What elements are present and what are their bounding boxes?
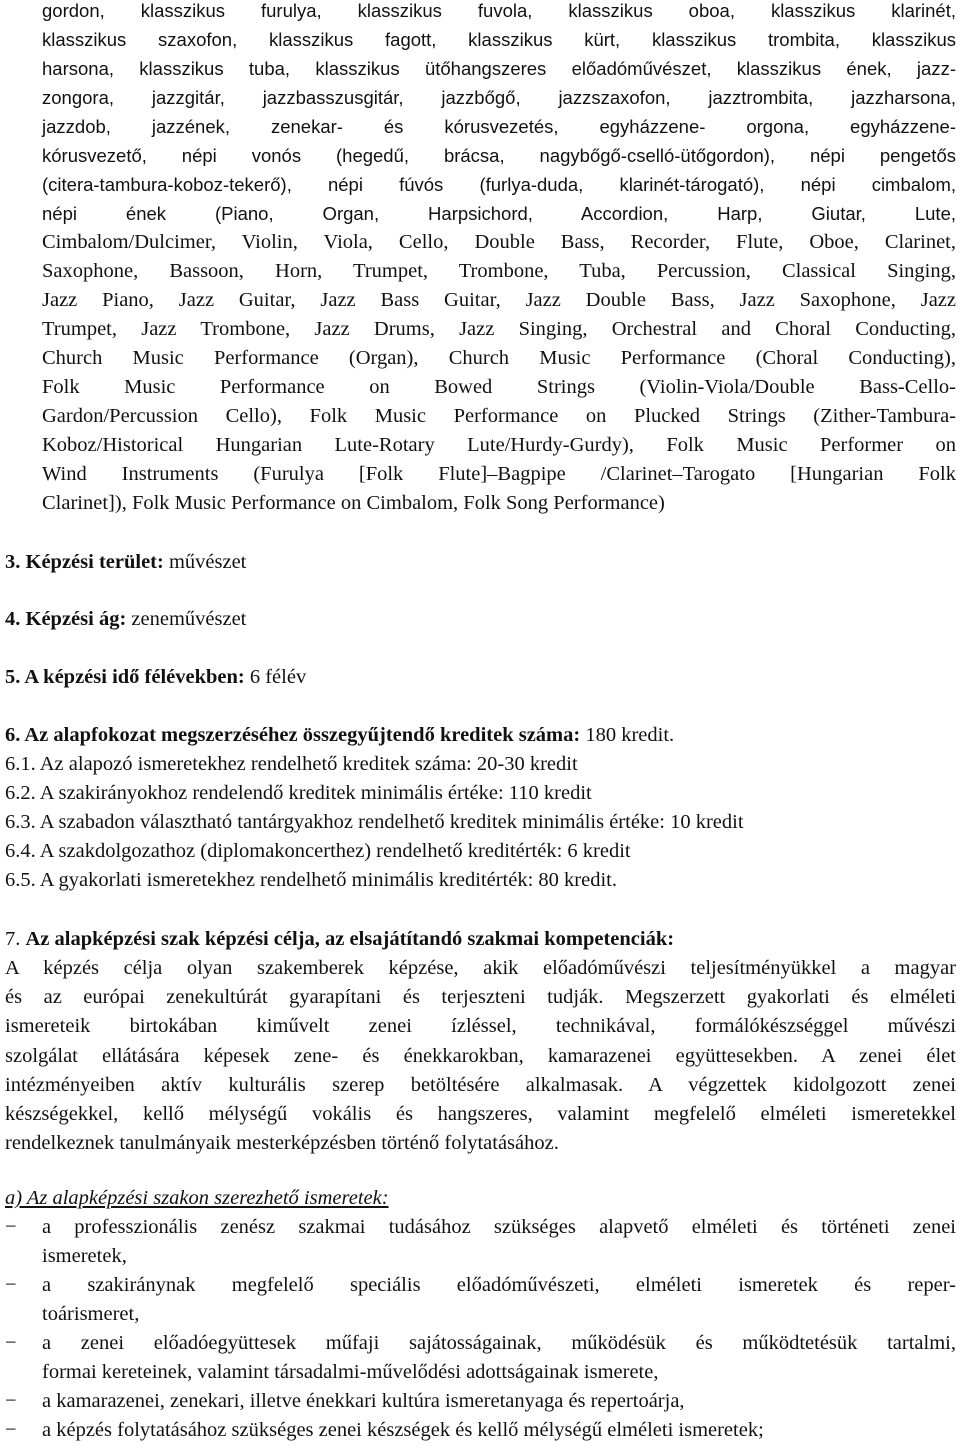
text-line: Wind Instruments (Furulya [Folk Flute]–Bagpipe /Clarinet–Tarogato [Hungarian Folk: [42, 463, 956, 485]
section-5: [5, 663, 306, 691]
bullet-text: a professzionális zenész szakmai tudásához szükséges alapvető elméleti és történeti zenei: [42, 1216, 956, 1238]
text-line: népi ének (Piano, Organ, Harpsichord, Accordion, Harp, Giutar, Lute,: [42, 203, 956, 224]
section-value: zeneművészet: [126, 608, 247, 630]
text-line: Saxophone, Bassoon, Horn, Trumpet, Trombone, Tuba, Percussion, Classical Singing,: [42, 260, 956, 282]
text-line: (citera-tambura-koboz-tekerő), népi fúvós (furlya-duda, klarinét-tárogató), népi cimbalom,: [42, 174, 956, 195]
hungarian-specializations-block: [42, 0, 956, 228]
section-label: 6. Az alapfokozat megszerzéséhez összegyűjtendő kreditek száma:: [5, 724, 581, 746]
text-line: Koboz/Historical Hungarian Lute-Rotary Lute/Hurdy-Gurdy), Folk Music Performer on: [42, 434, 956, 456]
bullet-text: formai kereteinek, valamint társadalmi-művelődési adottságainak ismerete,: [42, 1361, 659, 1383]
section-label: 3. Képzési terület:: [5, 551, 164, 573]
text-line: Folk Music Performance on Bowed Strings (Violin-Viola/Double Bass-Cello-: [42, 376, 956, 398]
bullet-item: [5, 1213, 956, 1271]
text-line: intézményeiben aktív kulturális szerep betöltésére alkalmasak. A végzettek kidolgozott zenei: [5, 1073, 956, 1096]
subheading-knowledge: a) Az alapképzési szakon szerezhető ismeretek:: [5, 1187, 389, 1209]
section-value: művészet: [163, 551, 247, 573]
bullet-item: [5, 1416, 956, 1445]
section-label: 5. A képzési idő félévekben:: [5, 666, 245, 688]
text-line: Trumpet, Jazz Trombone, Jazz Drums, Jazz Singing, Orchestral and Choral Conducting,: [42, 318, 956, 340]
section-7-heading: [5, 925, 956, 954]
bullet-text: a kamarazenei, zenekari, illetve énekkari kultúra ismeretanyaga és repertoárja,: [42, 1390, 685, 1412]
text-line: szolgálat ellátására képesek zene- és énekkarokban, kamarazenei együttesekben. A zenei élet: [5, 1044, 956, 1067]
bullet-item: [5, 1271, 956, 1329]
dash-bullet-icon: −: [5, 1332, 17, 1354]
bullet-text: a képzés folytatásához szükséges zenei készségek és kellő mélységű elméleti ismeretek;: [42, 1419, 764, 1441]
text-line: Cimbalom/Dulcimer, Violin, Viola, Cello, Double Bass, Recorder, Flute, Oboe, Clarinet,: [42, 231, 956, 253]
text-line: jazzdob, jazzének, zenekar- és kórusvezetés, egyházzene- orgona, egyházzene-: [42, 116, 956, 137]
credit-line: 6.4. A szakdolgozathoz (diplomakoncerthez) rendelhető kreditérték: 6 kredit: [5, 840, 631, 862]
text-line: kórusvezető, népi vonós (hegedű, brácsa, nagybőgő-cselló-ütőgordon), népi pengetős: [42, 145, 956, 166]
dash-bullet-icon: −: [5, 1419, 17, 1441]
credit-line: 6.1. Az alapozó ismeretekhez rendelhető kreditek száma: 20-30 kredit: [5, 753, 578, 775]
section-number: 7.: [5, 928, 26, 950]
dash-bullet-icon: −: [5, 1390, 17, 1412]
dash-bullet-icon: −: [5, 1274, 17, 1296]
credit-line: 6.2. A szakirányokhoz rendelendő kreditek minimális értéke: 110 kredit: [5, 782, 592, 804]
section-4: [5, 605, 246, 633]
text-line: rendelkeznek tanulmányaik mesterképzésben történő folytatásához.: [5, 1132, 559, 1155]
section-label: 4. Képzési ág:: [5, 608, 127, 630]
section-6: [5, 721, 674, 749]
bullet-text: a szakiránynak megfelelő speciális előadóművészeti, elméleti ismeretek és reper-: [42, 1274, 956, 1296]
section-3: [5, 548, 246, 576]
bullet-text: ismeretek,: [42, 1245, 127, 1267]
text-line: Gardon/Percussion Cello), Folk Music Performance on Plucked Strings (Zither-Tambura-: [42, 405, 956, 427]
text-line: klasszikus szaxofon, klasszikus fagott, klasszikus kürt, klasszikus trombita, klasszikus: [42, 29, 956, 50]
text-line: ismereteik birtokában kiművelt zenei ízléssel, technikával, formálókészséggel művészi: [5, 1015, 956, 1038]
section-value: 6 félév: [244, 666, 307, 688]
bullet-item: [5, 1329, 956, 1387]
text-line: harsona, klasszikus tuba, klasszikus ütőhangszeres előadóművészet, klasszikus ének, jazz-: [42, 58, 956, 79]
text-line: A képzés célja olyan szakemberek képzése, akik előadóművészi teljesítményükkel a magyar: [5, 957, 956, 979]
section-7-paragraph: [5, 954, 956, 1158]
text-line: gordon, klasszikus furulya, klasszikus fuvola, klasszikus oboa, klasszikus klarinét,: [42, 0, 956, 21]
text-line: készségekkel, kellő mélységű vokális és hangszeres, valamint megfelelő elméleti ismeretekkel: [5, 1103, 956, 1126]
dash-bullet-icon: −: [5, 1216, 17, 1238]
text-line: Jazz Piano, Jazz Guitar, Jazz Bass Guitar, Jazz Double Bass, Jazz Saxophone, Jazz: [42, 289, 956, 311]
text-line: és az európai zenekultúrát gyarapítani és terjeszteni tudják. Megszerzett gyakorlati és elméleti: [5, 986, 956, 1009]
bullet-item: [5, 1387, 956, 1416]
english-specializations-block: [42, 228, 956, 518]
section-title: Az alapképzési szak képzési célja, az elsajátítandó szakmai kompetenciák:: [25, 928, 675, 950]
section-value: 180 kredit.: [580, 724, 675, 746]
credit-line: 6.5. A gyakorlati ismeretekhez rendelhető minimális kreditérték: 80 kredit.: [5, 869, 617, 891]
bullet-text: toárismeret,: [42, 1303, 140, 1325]
bullet-text: a zenei előadóegyüttesek műfaji sajátosságainak, működésük és működtetésük tartalmi,: [42, 1332, 956, 1354]
text-line: Church Music Performance (Organ), Church Music Performance (Choral Conducting),: [42, 347, 956, 369]
text-line: Clarinet]), Folk Music Performance on Cimbalom, Folk Song Performance): [42, 492, 665, 514]
text-line: zongora, jazzgitár, jazzbasszusgitár, jazzbőgő, jazzszaxofon, jazztrombita, jazzharsona,: [42, 87, 956, 108]
credit-line: 6.3. A szabadon választható tantárgyakhoz rendelhető kreditek minimális értéke: 10 kredit: [5, 811, 744, 833]
